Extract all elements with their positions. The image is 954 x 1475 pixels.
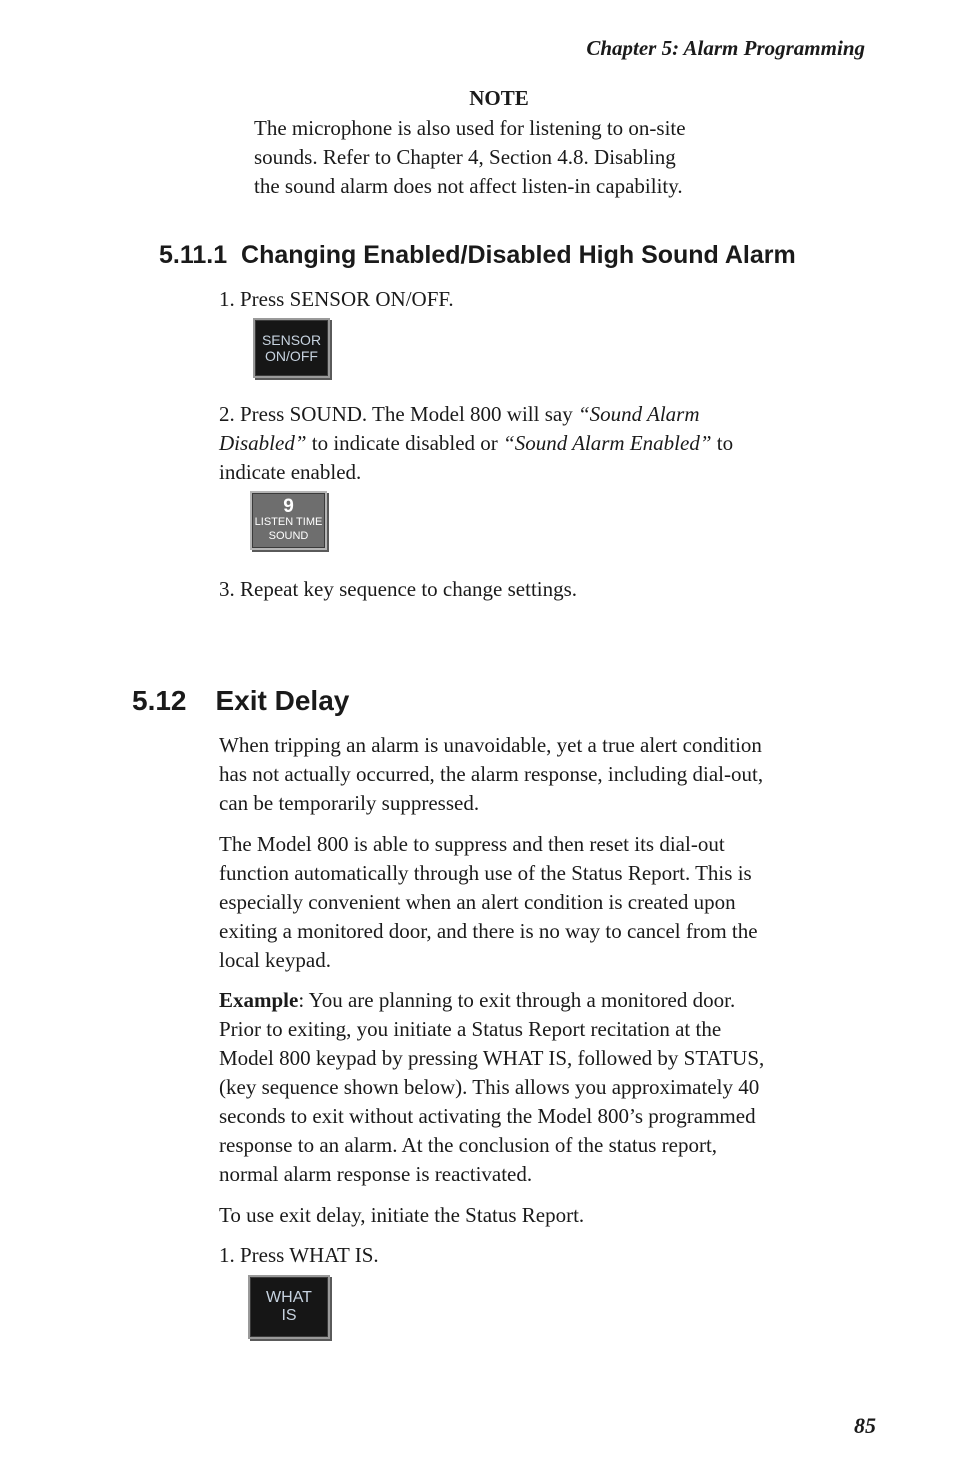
paragraph-line: seconds to exit without activating the Model 800’s programmed	[219, 1104, 756, 1128]
step-3-text: 3. Repeat key sequence to change settings.	[219, 577, 578, 601]
paragraph-line: exiting a monitored door, and there is no way to cancel from the	[219, 919, 758, 943]
step-2-text	[219, 400, 733, 487]
section-heading-5-12	[132, 685, 349, 717]
paragraph-line: response to an alarm. At the conclusion of the status report,	[219, 1133, 718, 1157]
key-label-line2: SOUND	[268, 530, 309, 542]
section-number: 5.12	[132, 685, 187, 716]
paragraph-line: : You are planning to exit through a monitored door.	[298, 988, 736, 1012]
page-number: 85	[854, 1413, 876, 1438]
quoted-phrase: “Sound Alarm	[577, 402, 700, 426]
section-heading-5-11-1	[159, 241, 796, 270]
paragraph-1	[219, 731, 763, 818]
paragraph-line: When tripping an alarm is unavoidable, yet a true alert condition	[219, 733, 762, 757]
paragraph-line: The Model 800 is able to suppress and then reset its dial-out	[219, 832, 725, 856]
step-1-text: 1. Press SENSOR ON/OFF.	[219, 287, 454, 311]
key-label-line2: ON/OFF	[265, 348, 318, 364]
paragraph-line: Prior to exiting, you initiate a Status Report recitation at the	[219, 1017, 722, 1041]
paragraph-line: has not actually occurred, the alarm response, including dial-out,	[219, 762, 764, 786]
quoted-phrase: Disabled”	[219, 431, 307, 455]
note-title: NOTE	[469, 86, 529, 110]
key-label-line2: IS	[281, 1307, 297, 1324]
key-digit: 9	[283, 496, 294, 518]
section-title: Exit Delay	[215, 685, 350, 716]
note-line: The microphone is also used for listening to on-site	[254, 116, 686, 140]
note-line: sounds. Refer to Chapter 4, Section 4.8. Disabling	[254, 145, 676, 169]
key-label-line1: WHAT	[266, 1288, 312, 1306]
paragraph-line: local keypad.	[219, 948, 331, 972]
step-2-text-part: 2. Press SOUND. The Model 800 will say	[219, 402, 578, 426]
note-line: the sound alarm does not affect listen-in capability.	[254, 174, 683, 198]
key-label-line1: LISTEN TIME	[254, 516, 323, 529]
step-2-text-part: to indicate disabled or	[306, 431, 504, 455]
paragraph-line: normal alarm response is reactivated.	[219, 1162, 533, 1186]
sound-key-9[interactable]	[250, 491, 327, 550]
key-label-line1: SENSOR	[261, 331, 322, 348]
step-2-text-part: to	[711, 431, 734, 455]
paragraph-4: To use exit delay, initiate the Status Report.	[219, 1203, 585, 1227]
chapter-header: Chapter 5: Alarm Programming	[586, 36, 865, 60]
note-body	[254, 114, 774, 201]
example-label: Example	[219, 988, 299, 1012]
step-2-text-part: indicate enabled.	[219, 460, 362, 484]
quoted-phrase: “Sound Alarm Enabled”	[503, 431, 712, 455]
section-title: Changing Enabled/Disabled High Sound Alarm	[241, 241, 796, 269]
paragraph-line: can be temporarily suppressed.	[219, 791, 480, 815]
paragraph-2	[219, 830, 758, 975]
paragraph-line: function automatically through use of the Status Report. This is	[219, 861, 752, 885]
paragraph-line: especially convenient when an alert condition is created upon	[219, 890, 736, 914]
step-1-text: 1. Press WHAT IS.	[219, 1243, 379, 1267]
what-is-key[interactable]	[248, 1275, 330, 1339]
paragraph-line: (key sequence shown below). This allows you approximately 40	[219, 1075, 760, 1099]
section-number: 5.11.1	[159, 241, 228, 269]
paragraph-example	[219, 986, 764, 1189]
paragraph-line: Model 800 keypad by pressing WHAT IS, followed by STATUS,	[219, 1046, 765, 1070]
sensor-on-off-key[interactable]	[253, 318, 330, 378]
